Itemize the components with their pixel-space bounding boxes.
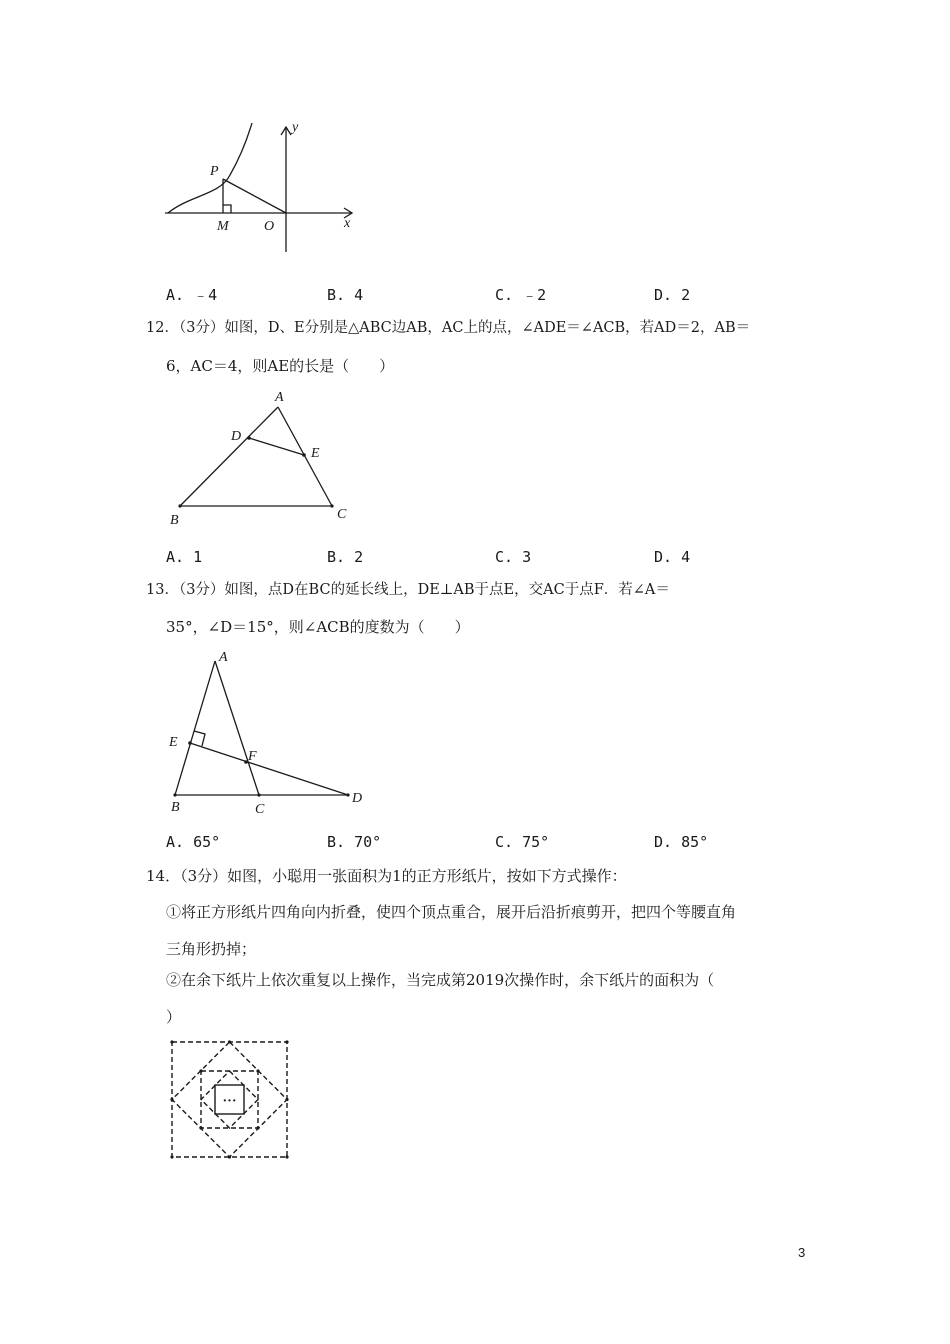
side-AC [278,407,332,506]
vertex-dot [199,1126,202,1129]
label-C: C [255,802,265,817]
q14-figure [165,1035,295,1165]
q14-stem-line1: 14．（3分）如图，小聪用一张面积为1的正方形纸片，按如下方式操作： [146,867,627,885]
label-O: O [264,219,275,234]
q13-option-c: C. 75° [495,833,550,851]
q12-stem-line2: 6，AC＝4，则AE的长是（ ） [166,357,395,375]
q14-step2-line2: ） [166,1008,182,1026]
q12-stem-line1: 12．（3分）如图，D、E分别是△ABC边AB，AC上的点，∠ADE＝∠ACB，若AD＝2，AB＝ [146,320,751,336]
q14-step1-line2: 三角形扔掉； [166,940,257,958]
segment-ED [190,743,348,795]
point-B [173,793,176,796]
vertex-dot [285,1155,288,1158]
label-y: y [292,120,299,135]
q13-figure [160,645,380,820]
q13-option-d: D. 85° [654,833,709,851]
q11-option-c: C. ﹣2 [495,286,547,304]
label-A: A [275,390,284,405]
q11-option-d: D. 2 [654,286,691,304]
vertex-dot [285,1098,288,1101]
q14-step2-line1: ②在余下纸片上依次重复以上操作，当完成第2019次操作时，余下纸片的面积为（ [166,971,715,989]
q12-figure [160,385,360,530]
label-D: D [231,429,242,444]
label-x: x [344,216,351,231]
label-M: M [217,219,229,234]
q13-stem-line2: 35°，∠D＝15°，则∠ACB的度数为（ ） [166,618,470,636]
vertex-dot [228,1040,231,1043]
vertex-dot [285,1040,288,1043]
segment-PO [223,179,286,213]
point-E [302,453,306,457]
point-C [330,504,333,507]
label-B: B [171,800,180,815]
right-angle-mark [194,731,205,746]
vertex-dot [256,1069,259,1072]
q11-figure [160,115,360,255]
point-D [247,436,251,440]
side-AC [215,661,259,795]
vertex-dot [199,1069,202,1072]
point-C [257,793,260,796]
vertex-dot [170,1098,173,1101]
vertex-dot [256,1126,259,1129]
label-E: E [311,446,320,461]
label-A: A [219,650,228,665]
vertex-dot [170,1040,173,1043]
page-number: 3 [798,1245,806,1260]
point-B [178,504,181,507]
label-C: C [337,507,347,522]
side-AB [180,407,278,506]
q14-step1-line1: ①将正方形纸片四角向内折叠，使四个顶点重合，展开后沿折痕剪开，把四个等腰直角 [166,903,737,921]
vertex-dot [228,1155,231,1158]
label-B: B [170,513,179,528]
side-AB [175,661,215,795]
q12-option-c: C. 3 [495,548,532,566]
q13-option-b: B. 70° [327,833,382,851]
q12-option-d: D. 4 [654,548,691,566]
label-D: D [352,791,363,806]
point-E [188,741,192,745]
q12-option-a: A. 1 [166,548,203,566]
vertex-dot [170,1155,173,1158]
q11-option-a: A. ﹣4 [166,286,218,304]
q13-option-a: A. 65° [166,833,221,851]
right-angle-mark [223,205,231,213]
label-E: E [169,735,178,750]
q12-option-b: B. 2 [327,548,364,566]
q13-stem-line1: 13．（3分）如图，点D在BC的延长线上，DE⊥AB于点E，交AC于点F．若∠A＝ [146,582,670,598]
label-F: F [248,749,257,764]
q11-option-b: B. 4 [327,286,364,304]
label-P: P [210,164,219,179]
point-D [346,793,349,796]
center-dots: ··· [222,1094,237,1109]
